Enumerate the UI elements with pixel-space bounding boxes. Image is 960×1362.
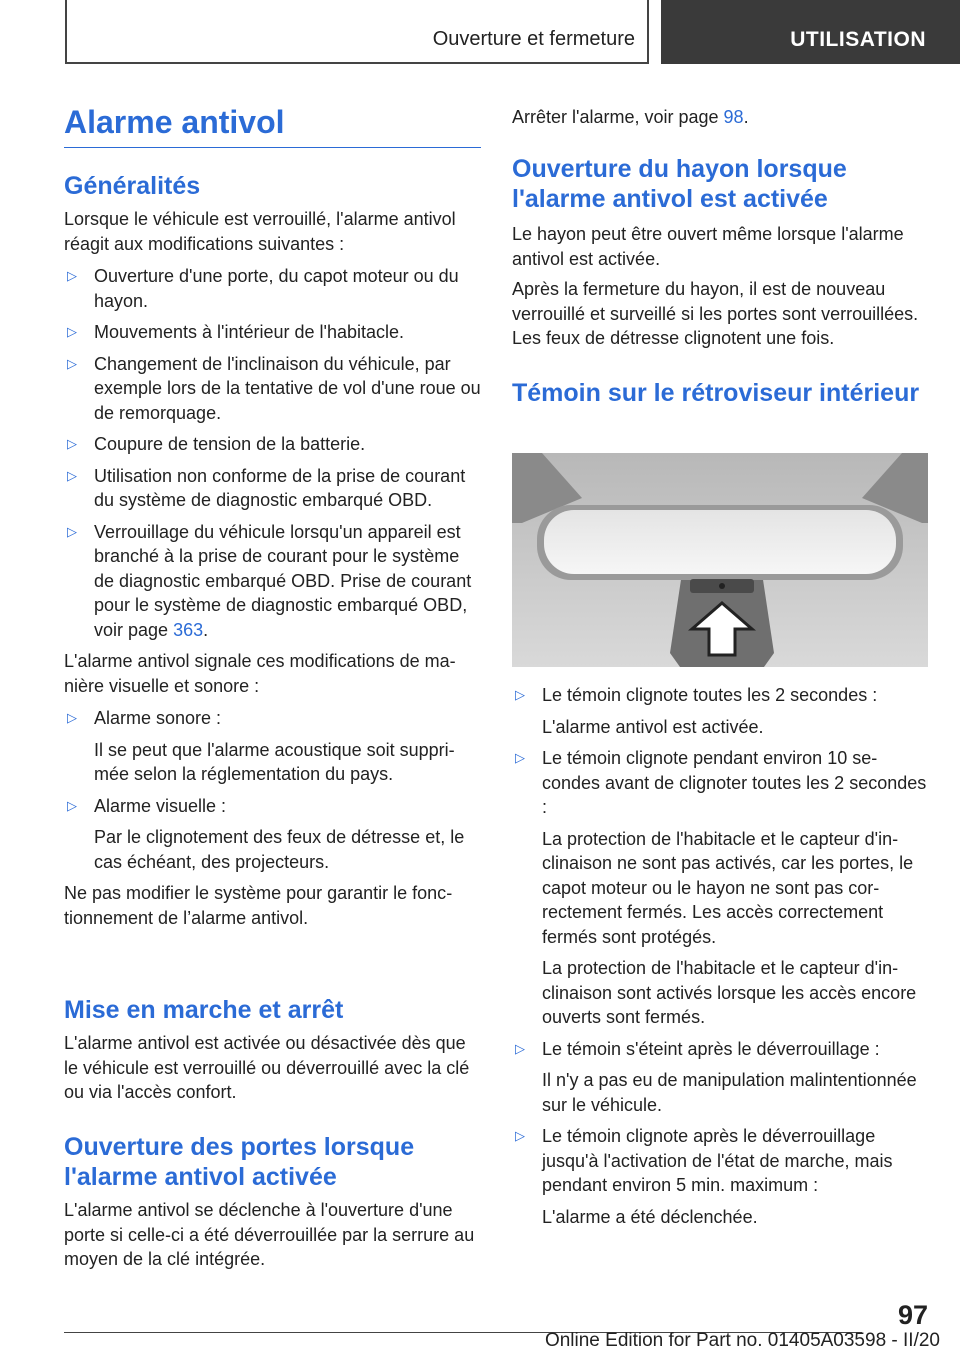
triangle-bullet-icon: ▷ bbox=[67, 710, 77, 725]
heading-ouverture-portes: Ouverture des portes lorsque l'alarme antivol activée bbox=[64, 1133, 415, 1191]
heading-mise-en-marche: Mise en marche et arrêt bbox=[64, 996, 344, 1024]
trigger-list bbox=[64, 264, 481, 642]
triangle-bullet-icon: ▷ bbox=[67, 324, 77, 339]
page-title: Alarme antivol bbox=[64, 104, 285, 140]
list-item: ▷ Le témoin clignote pendant environ 10 secondes avant de clignoter toutes les 2 secondes : La protection de l'habitacle et le capteur d'inclinaison ne sont pas activés, car les portes, le capot moteur ou le hayon ne sont pas correctement fermés. Les accès correctement fermés sont protégés. La protection de l'habitacle et le capteur d'inclinaison sont activés lorsque les accès encore ouverts sont fermés. bbox=[515, 748, 927, 1027]
page-number: 97 bbox=[897, 1300, 928, 1330]
list-item: ▷ Utilisation non conforme de la prise de courant du système de diagnostic embarqué OBD. bbox=[67, 465, 466, 510]
list-item: ▷ Ouverture d'une porte, du capot moteur ou du hayon. bbox=[67, 266, 459, 311]
list-item: ▷ Changement de l'inclinaison du véhicule, par exemple lors de la tentative de vol d'une roue ou de remorquage. bbox=[67, 353, 481, 423]
triangle-bullet-icon: ▷ bbox=[515, 1128, 525, 1143]
signal-intro: L'alarme antivol signale ces modifications de manière visuelle et sonore : bbox=[64, 651, 456, 696]
stop-alarm-line: Arrêter l'alarme, voir page 98. bbox=[512, 107, 749, 127]
triangle-bullet-icon: ▷ bbox=[515, 687, 525, 702]
triangle-bullet-icon: ▷ bbox=[67, 436, 77, 451]
heading-temoin: Témoin sur le rétroviseur intérieur bbox=[512, 379, 920, 407]
triangle-bullet-icon: ▷ bbox=[67, 797, 77, 813]
triangle-bullet-icon: ▷ bbox=[67, 268, 77, 283]
page-link-363[interactable]: 363 bbox=[173, 619, 204, 640]
section-ouverture-hayon bbox=[512, 154, 928, 351]
section-mise-en-marche bbox=[64, 995, 481, 1105]
list-item: ▷ Mouvements à l'intérieur de l'habitacle. bbox=[64, 320, 481, 345]
section-generalites bbox=[64, 171, 481, 930]
triangle-bullet-icon: ▷ bbox=[67, 523, 77, 539]
list-item: ▷ Coupure de tension de la batterie. bbox=[64, 432, 481, 457]
temoin-list bbox=[512, 683, 928, 1229]
edition-footer: Online Edition for Part no. 01405A03598 - II/20 bbox=[544, 1330, 940, 1351]
triangle-bullet-icon: ▷ bbox=[67, 355, 77, 371]
triangle-bullet-icon: ▷ bbox=[515, 1040, 525, 1056]
section-ouverture-portes bbox=[64, 1132, 481, 1272]
section-title: Ouverture et fermeture bbox=[432, 28, 635, 50]
section-temoin bbox=[512, 378, 928, 408]
list-item: ▷ Alarme visuelle : Par le clignotement des feux de détresse et, le cas échéant, des projecteurs. bbox=[67, 795, 465, 872]
modification-note: Ne pas modifier le système pour garantir le fonctionnement de l’alarme antivol. bbox=[64, 883, 453, 928]
heading-ouverture-hayon: Ouverture du hayon lorsque l'alarme antivol est activée bbox=[512, 155, 847, 213]
chapter-tab[interactable]: UTILISATION bbox=[790, 28, 926, 51]
hayon-text-2: Après la fermeture du hayon, il est de nouveau verrouillé et surveillé si les portes sont verrouillées. Les feux de détresse clignotent une fois. bbox=[512, 279, 919, 348]
hayon-text-1: Le hayon peut être ouvert même lorsque l'alarme antivol est activée. bbox=[512, 224, 904, 269]
page-link-98[interactable]: 98 bbox=[723, 107, 744, 127]
heading-generalites: Généralités bbox=[64, 172, 201, 200]
header-tab-band bbox=[661, 0, 960, 64]
list-item: ▷ Le témoin clignote après le déverrouillage jusqu'à l'activation de l'état de marche, mais pendant environ 5 min. maximum : L'alarme a été déclenchée. bbox=[515, 1126, 893, 1227]
triangle-bullet-icon: ▷ bbox=[67, 467, 77, 483]
list-item: ▷ Le témoin s'éteint après le déverrouillage : Il n'y a pas eu de manipulation malintentionnée sur le véhicule. bbox=[515, 1038, 917, 1115]
list-item: ▷ Le témoin clignote toutes les 2 secondes : L'alarme antivol est activée. bbox=[515, 685, 878, 737]
temoin-list-wrap bbox=[512, 683, 928, 1236]
rearview-mirror-illustration bbox=[512, 453, 928, 667]
list-item: ▷ Verrouillage du véhicule lorsqu'un appareil est branché à la prise de courant pour le système de diagnostic embarqué OBD. Prise de courant pour le système de diagnostic embarqué OBD, voir page 363. bbox=[67, 521, 472, 640]
mise-en-marche-text: L'alarme antivol est activée ou désactivée dès que le véhicule est verrouillé ou déverrouillé avec la clé ou via l'accès confort. bbox=[64, 1033, 470, 1102]
alarm-type-list bbox=[64, 706, 481, 874]
title-divider bbox=[64, 147, 481, 148]
ouverture-portes-text: L'alarme antivol se déclenche à l'ouverture d'une porte si celle-ci a été déverrouillée par la serrure au moyen de la clé intégrée. bbox=[64, 1200, 475, 1269]
list-item: ▷ Alarme sonore : Il se peut que l'alarme acoustique soit supprimée selon la réglementation du pays. bbox=[67, 708, 455, 784]
triangle-bullet-icon: ▷ bbox=[515, 750, 525, 765]
generalites-intro: Lorsque le véhicule est verrouillé, l'alarme antivol réagit aux modifications suivantes : bbox=[64, 209, 456, 254]
